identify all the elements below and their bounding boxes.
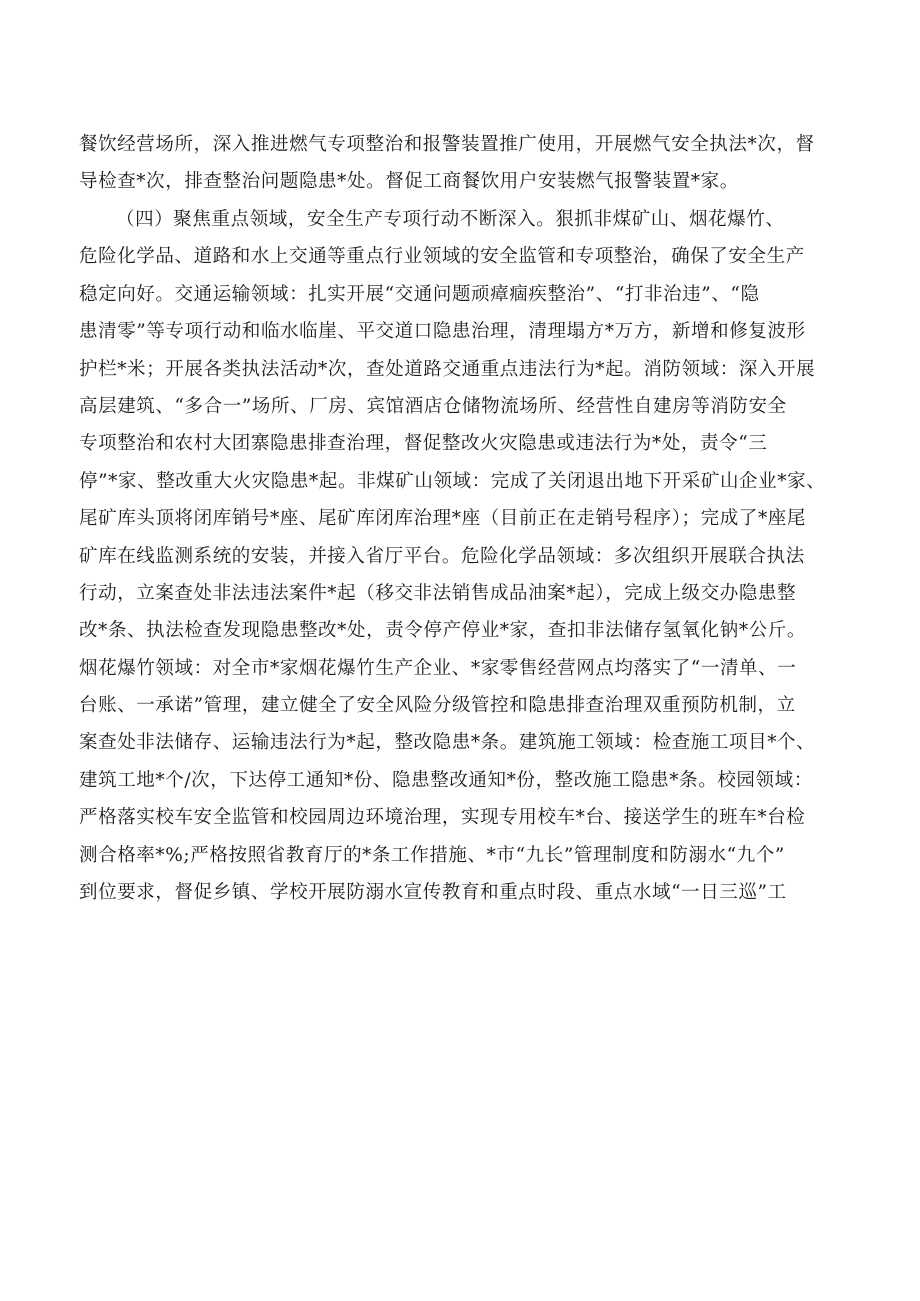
text-line: 行动，立案查处非法违法案件*起（移交非法销售成品油案*起），完成上级交办隐患整 xyxy=(79,582,797,604)
text-line: 测合格率*%;严格按照省教育厅的*条工作措施、*市“九长”管理制度和防溺水“九个” xyxy=(79,844,785,866)
text-line: 案查处非法储存、运输违法行为*起，整改隐患*条。建筑施工领域：检查施工项目*个、 xyxy=(79,732,816,754)
text-line: 稳定向好。交通运输领域：扎实开展“交通问题顽瘴痼疾整治”、“打非治违”、“隐 xyxy=(79,283,760,305)
text-line: 专项整治和农村大团寨隐患排查治理，督促整改火灾隐患或违法行为*处，责令“三 xyxy=(79,433,768,455)
paragraph-key-fields xyxy=(79,201,854,911)
text-line: 高层建筑、“多合一”场所、厂房、宾馆酒店仓储物流场所、经营性自建房等消防安全 xyxy=(79,395,787,417)
text-line: 尾矿库头顶将闭库销号*座、尾矿库闭库治理*座（目前正在走销号程序）；完成了*座尾 xyxy=(79,508,807,530)
text-line: 危险化学品、道路和水上交通等重点行业领域的安全监管和专项整治，确保了安全生产 xyxy=(79,246,805,268)
text-line: 停”*家、整改重大火灾隐患*起。非煤矿山领域：完成了关闭退出地下开采矿山企业*家、 xyxy=(79,470,826,492)
text-line: 护栏*米；开展各类执法活动*次，查处道路交通重点违法行为*起。消防领域：深入开展 xyxy=(79,358,816,380)
text-line: 到位要求，督促乡镇、学校开展防溺水宣传教育和重点时段、重点水域“一日三巡”工 xyxy=(79,882,787,904)
text-line: 改*条、执法检查发现隐患整改*处，责令停产停业*家，查扣非法储存氢氧化钠*公斤。 xyxy=(79,620,807,642)
text-line: 严格落实校车安全监管和校园周边环境治理，实现专用校车*台、接送学生的班车*台检 xyxy=(79,807,806,829)
text-line: 烟花爆竹领域：对全市*家烟花爆竹生产企业、*家零售经营网点均落实了“一清单、一 xyxy=(79,657,797,679)
text-line: 导检查*次，排查整治问题隐患*处。督促工商餐饮用户安装燃气报警装置*家。 xyxy=(79,171,739,193)
paragraph-gas-safety xyxy=(79,126,854,201)
text-line: 台账、一承诺”管理，建立健全了安全风险分级管控和隐患排查治理双重预防机制，立 xyxy=(79,695,796,717)
text-line: 建筑工地*个/次，下达停工通知*份、隐患整改通知*份，整改施工隐患*条。校园领域： xyxy=(79,769,813,791)
text-line: （四）聚焦重点领域，安全生产专项行动不断深入。狠抓非煤矿山、烟花爆竹、 xyxy=(116,209,785,230)
text-line: 餐饮经营场所，深入推进燃气专项整治和报警装置推广使用，开展燃气安全执法*次，督 xyxy=(79,134,815,155)
text-line: 矿库在线监测系统的安装，并接入省厅平台。危险化学品领域：多次组织开展联合执法 xyxy=(79,545,805,567)
text-line: 患清零”等专项行动和临水临崖、平交道口隐患治理，清理塌方*万方，新增和修复波形 xyxy=(79,321,806,343)
